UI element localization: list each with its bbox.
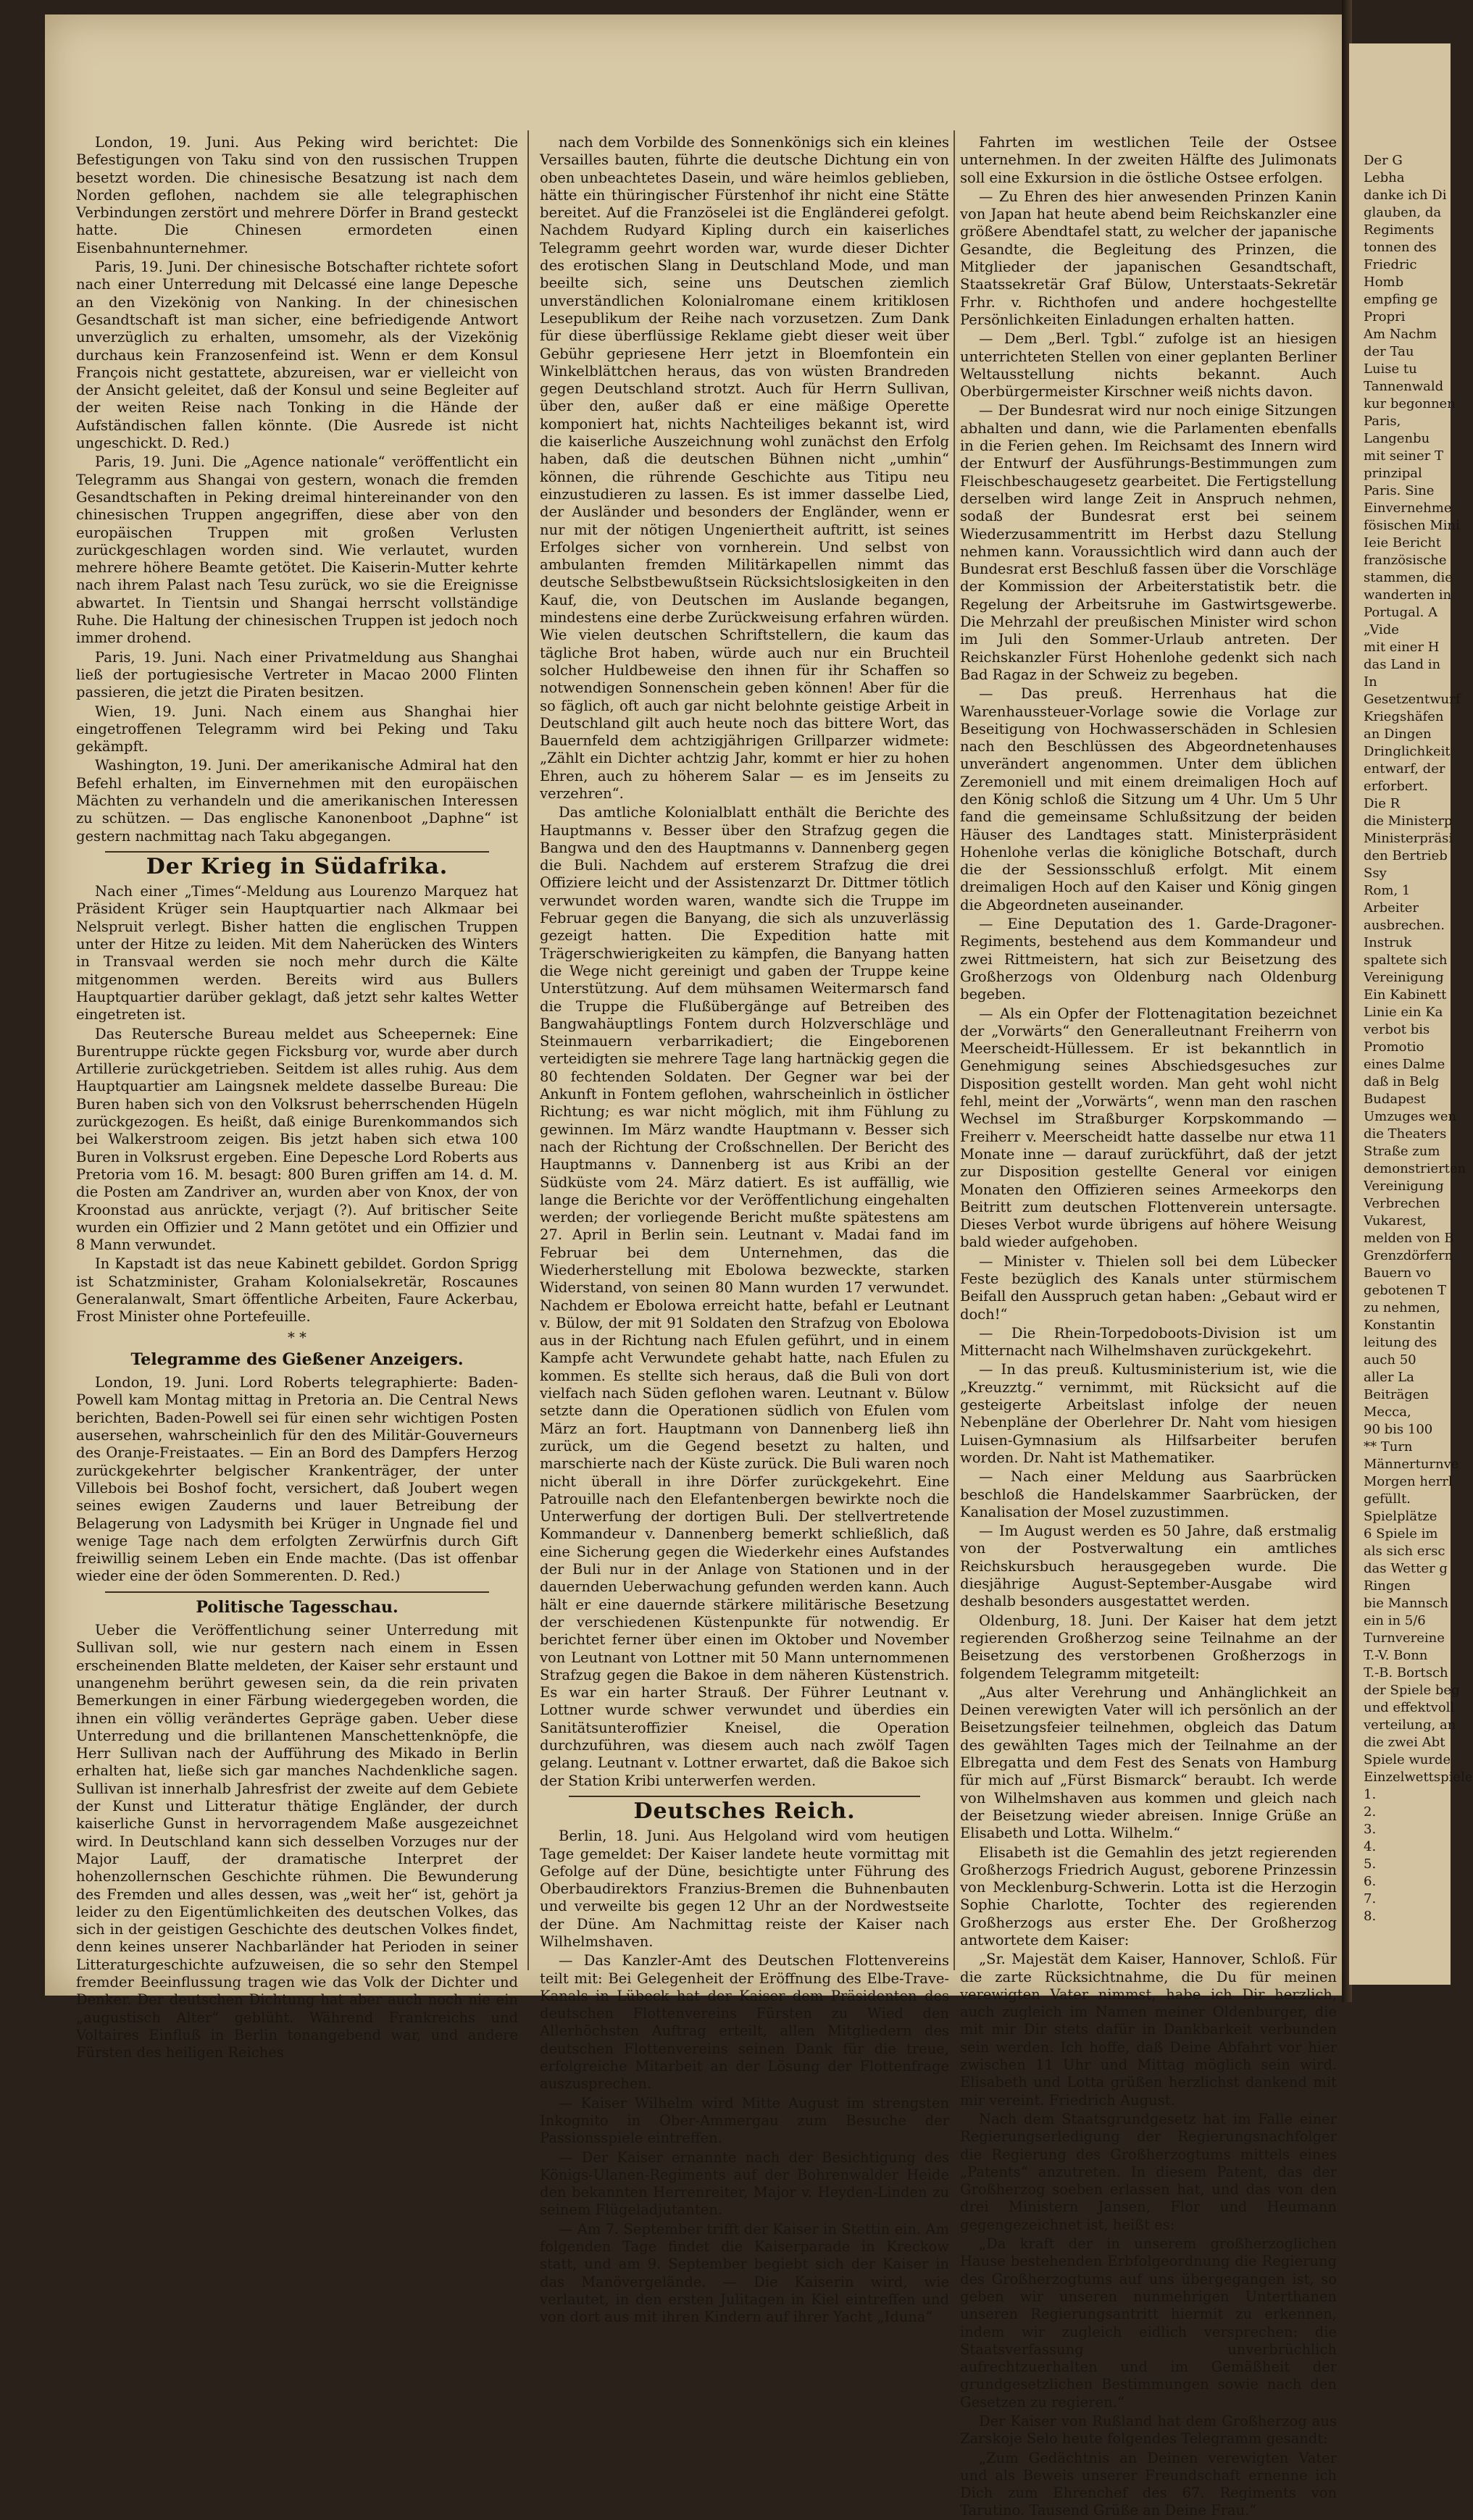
adjacent-page-text-fragment: die Theaters [1364, 1126, 1447, 1142]
adjacent-page-text-fragment: bie Mannsch [1364, 1596, 1448, 1611]
adjacent-page-text-fragment: ein in 5/6 [1364, 1613, 1426, 1628]
adjacent-page-text-fragment: Einzelwettspiele [1364, 1770, 1473, 1785]
article-paragraph: — Dem „Berl. Tgbl.“ zufolge ist an hiesigen unterrichteten Stellen von einer geplanten Berliner Weltausstellung nichts bekannt. Auch Oberbürgermeister Kirschner weiß nichts davon. [960, 330, 1337, 401]
adjacent-page-text-fragment: Straße zum [1364, 1144, 1440, 1159]
article-paragraph: — Der Kaiser ernannte nach der Besichtigung des Königs-Ulanen-Regiments auf der Bohrenwalder Heide den bekannten Herrenreiter, Major v. Heyden-Linden zu seinem Flügeladjutanten. [540, 2148, 949, 2219]
adjacent-page-text-fragment: 1. [1364, 1787, 1377, 1802]
adjacent-page-text-fragment: Budapest [1364, 1092, 1426, 1107]
adjacent-page-text-fragment: Arbeiter [1364, 900, 1419, 916]
adjacent-page-text-fragment: das Land in [1364, 657, 1441, 672]
article-paragraph: Oldenburg, 18. Juni. Der Kaiser hat dem jetzt regierenden Großherzog seine Teilnahme an der Beisetzung des verstorbenen Großherzogs in folgendem Telegramm mitgeteilt: [960, 1612, 1337, 1682]
adjacent-page-text-fragment: 8. [1364, 1909, 1377, 1924]
adjacent-page-text-fragment: Paris. Sine [1364, 483, 1435, 498]
adjacent-page-text-fragment: Umzuges wen [1364, 1109, 1457, 1124]
article-paragraph: Paris, 19. Juni. Die „Agence nationale“ veröffentlicht ein Telegramm aus Shangai von gestern, wonach die fremden Gesandtschaften in Peking dreimal hintereinander von den chinesischen Truppen angegriffen, diese aber von den europäischen Truppen mit großen Verlusten zurückgeschlagen worden sind. Wie verlautet, wurden mehrere höhere Beamte getötet. Die Kaiserin-Mutter kehrte nach ihrem Palast nach Tesu zurück, wo sie die Ereignisse abwartet. In Tientsin und Shangai herrscht vollständige Ruhe. Die Haltung der chinesischen Truppen ist jedoch noch immer drohend. [76, 453, 518, 647]
adjacent-page-text-fragment: und effektvoll [1364, 1700, 1455, 1715]
article-paragraph: — Zu Ehren des hier anwesenden Prinzen Kanin von Japan hat heute abend beim Reichskanzler eine größere Abendtafel statt, zu welcher der japanische Gesandte, die Begleitung des Prinzen, die Mitglieder der japanischen Gesandtschaft, Staatssekretär Graf Bülow, Unterstaats-Sekretär Frhr. v. Richthofen und andere hochgestellte Persönlichkeiten Einladungen erhalten hatten. [960, 188, 1337, 328]
adjacent-page-text-fragment: Vereinigung [1364, 970, 1444, 985]
adjacent-page-text-fragment: eines Dalme [1364, 1057, 1445, 1072]
section-divider [105, 1591, 489, 1593]
adjacent-page-text-fragment: Friedric [1364, 257, 1417, 272]
adjacent-page-text-fragment: Ieie Bericht [1364, 535, 1442, 551]
column-rule-1 [527, 130, 529, 1970]
article-paragraph: — Nach einer Meldung aus Saarbrücken beschloß die Handelskammer Saarbrücken, der Kanalisation der Mosel zuzustimmen. [960, 1468, 1337, 1520]
adjacent-page-text-fragment: Vukarest, [1364, 1213, 1427, 1228]
adjacent-page-text-fragment: Rom, 1 [1364, 883, 1411, 898]
article-paragraph: Ueber die Veröffentlichung seiner Unterredung mit Sullivan soll, wie nur gestern nach einem in Essen erscheinenden Blatte meldeten, der Kaiser sehr erstaunt und unangenehm berührt gewesen sein, da die rein privaten Bemerkungen in einer Färbung wiedergegeben worden, die ihnen ein völlig verändertes Gepräge gaben. Ueber diese Unterredung und die brillantenen Manschettenknöpfe, die Herr Sullivan nach der Aufführung des Mikado in Berlin erhalten hat, ließe sich gar manches Nachdenkliche sagen. Sullivan ist innerhalb Jahresfrist der zweite auf dem Gebiete der Kunst und Litteratur thätige Engländer, der durch kaiserliche Gunst in hervorragendem Maße ausgezeichnet wird. In Deutschland kann sich desselben Vorzuges nur der Major Lauff, der dramatische Interpret der hohenzollernschen Geschichte rühmen. Die Bewunderung des Fremden und alles dessen, was „weit her“ ist, gehört ja leider zu den Eigentümlichkeiten des deutschen Volkes, das sich in der geistigen Geschichte des deutschen Volkes findet, denn keines unserer Nachbarländer hat Perioden in seiner Litteraturgeschichte aufzuweisen, die so sehr den Stempel fremder Beeinflussung tragen wie das Volk der Dichter und Denker. Der deutschen Dichtung hat aber auch noch nie ein „augustisch Alter“ geblüht. Während Frankreichs und Voltaires Einfluß in Berlin tonangebend war, und andere Fürsten des heiligen Reiches [76, 1622, 518, 2061]
adjacent-page-text-fragment: Portugal. A [1364, 605, 1438, 620]
adjacent-page-text-fragment: Paris, [1364, 414, 1401, 429]
adjacent-page-text-fragment: 4. [1364, 1839, 1377, 1854]
adjacent-page-text-fragment: 3. [1364, 1822, 1377, 1837]
adjacent-page-text-fragment: erforbert. [1364, 779, 1429, 794]
adjacent-page-text-fragment: Homb [1364, 275, 1404, 290]
adjacent-page-text-fragment: T.-B. Bortsch [1364, 1665, 1448, 1680]
adjacent-page-text-fragment: Vereinigung [1364, 1179, 1444, 1194]
adjacent-page-text-fragment: tonnen des [1364, 240, 1437, 255]
subsection-heading: Telegramme des Gießener Anzeigers. [130, 1349, 464, 1369]
article-paragraph: „Sr. Majestät dem Kaiser, Hannover, Schloß. Für die zarte Rücksichtnahme, die Du für meinen verewigten Vater nimmst, habe ich Dir herzlich, auch zugleich im Namen meiner Oldenburger, die mit mir Dir stets dafür in Dankbarkeit verbunden sein werden. Ich hoffe, daß Deine Abfahrt vor hier zwischen 11 Uhr und Mittag möglich sein wird. Elisabeth und Lotta grüßen herzlichst dankend mit mir vereint. Friedrich August. [960, 1951, 1337, 2109]
article-paragraph: nach dem Vorbilde des Sonnenkönigs sich ein kleines Versailles bauten, führte die deutsche Dichtung ein von oben unbeachtetes Dasein, und wäre heimlos geblieben, hätte ein thüringischer Fürstenhof ihr nicht eine Stätte bereitet. Auf die Französelei ist die Engländerei gefolgt. Nachdem Rudyard Kipling durch ein kaiserliches Telegramm geehrt worden war, wurde dieser Dichter des erotischen Slang in Deutschland Mode, und man beeilte sich, seine uns Deutschen ziemlich unverständlichen Kolonialromane einem kritiklosen Lesepublikum der Reihe nach vorzusetzen. Zum Dank für diese überflüssige Reklame giebt dieser weit über Gebühr gepriesene Herr jetzt in Bloemfontein ein Winkelblättchen heraus, das von wüsten Brandreden gegen Deutschland strotzt. Auch für Herrn Sullivan, über den, außer daß er eine mäßige Operette komponiert hat, nichts Nachteiliges bekannt ist, wird die kaiserliche Auszeichnung wohl zunächst den Erfolg haben, daß die deutschen Bühnen nicht „umhin“ können, die rührende Geschichte aus Titipu neu einzustudieren zu lassen. Es ist immer dasselbe Lied, der Ausländer und besonders der Engländer, wenn er nur mit der nötigen Ungeniertheit auftritt, ist seines Erfolges sicher von vornherein. Und selbst von ambulanten fremden Militärkapellen nimmt das deutsche Selbstbewußtsein Rücksichtslosigkeiten in den Kauf, die, von Deutschen im Auslande begangen, mindestens eine derbe Zurückweisung erfahren würden. Wie vielen deutschen Schriftstellern, die kaum das tägliche Brot haben, würde auch nur ein Bruchteil solcher Huldbeweise den ihnen für ihr Schaffen so notwendigen Sonnenschein geben können! Aber für die so fäglich, oft auch gar nicht belohnte geistige Arbeit in Deutschland gilt auch heute noch das bittere Wort, das Bauernfeld dem achtzigjährigen Grillparzer widmete: „Zählt ein Dichter achtzig Jahr, kommt er hier zu hohen Ehren, auch zu höherem Salar — es im Jenseits zu verzehren“. [540, 134, 949, 802]
adjacent-page-text-fragment: Gesetzentwurf [1364, 692, 1461, 707]
article-paragraph: Das amtliche Kolonialblatt enthält die Berichte des Hauptmanns v. Besser über den Strafzug gegen die Bangwa und den des Hauptmanns v. Dannenberg gegen die Buli. Nachdem auf ersterem Strafzug die drei Offiziere leicht und der Assistenzarzt Dr. Dittmer tötlich verwundet worden waren, wandte sich die Truppe im Februar gegen die Banyang, die sich als unzuverlässig gezeigt hatten. Die Expedition hatte mit Trägerschwierigkeiten zu kämpfen, die Banyang hatten die Wege nicht gereinigt und gaben der Truppe keine Unterstützung. Auf dem mühsamen Weitermarsch fand die Truppe die Flußübergänge auf Betreiben des Bangwahäuptlings Fontem durch Holzverschläge und Steinmauern verbarrikadiert; die Eingeborenen verteidigten sie mehrere Tage lang hartnäckig gegen die 80 fechtenden Soldaten. Der Gegner war bei der Ankunft in Fontem geflohen, wahrscheinlich in östlicher Richtung; es war nicht möglich, mit ihm Fühlung zu gewinnen. Im März wandte Hauptmann v. Besser sich nach der Richtung der Croßschnellen. Der Bericht des Hauptmanns v. Dannenberg ist aus Kribi an der Südküste vom 24. März datiert. Es ist auffällig, wie lange die Berichte vor der Veröffentlichung eingehalten werden; der vorliegende Bericht mußte spätestens am 27. April in Berlin sein. Leutnant v. Madai fand im Februar bei dem Unternehmen, das die Wiederherstellung mit Ebolowa bezweckte, starken Widerstand, von seinen 80 Mann wurden 17 verwundet. Nachdem er Ebolowa erreicht hatte, befahl er Leutnant v. Bülow, der mit 91 Soldaten den Strafzug von Ebolowa aus in der Richtung nach Efulen geführt, und in einem Kampfe acht Verwundete gehabt hatte, nach Efulen zu kommen. Es stellte sich heraus, daß die Buli von dort vielfach nach Süden geflohen waren. Leutnant v. Bülow setzte dann die Operationen südlich von Efulen vom März an fort. Hauptmann von Dannenberg ließ ihn zurück, um die Gegend besetzt zu halten, und marschierte nach der Küste zurück. Die Buli waren noch nicht überall in ihre Dörfer zurückgekehrt. Eine Patrouille nach den Elefantenbergen bewirkte noch die Unterwerfung der dortigen Buli. Der stellvertretende Kommandeur v. Dannenberg bemerkt schließlich, daß eine Sicherung gegen die Wiederkehr eines Aufstandes der Buli nur in der Anlage von Stationen und in der dauernden Ueberwachung gefunden werden kann. Auch hält er eine dauernde stärkere militärische Besetzung der verschiedenen Küstenpunkte für notwendig. Er berichtet ferner über einen im Oktober und November von Leutnant von Lottner mit 50 Mann unternommenen Strafzug gegen die Bakoe in dem näheren Küstenstrich. Es war ein harter Strauß. Der Führer Leutnant v. Lottner wurde schwer verwundet und überdies ein Sanitätsunteroffizier Kneisel, die Operation durchzuführen, was diesem auch nach zwölf Tagen gelang. Leutnant v. Lottner erwartet, daß die Bakoe sich der Station Kribi unterwerfen werden. [540, 804, 949, 1789]
article-paragraph: Washington, 19. Juni. Der amerikanische Admiral hat den Befehl erhalten, im Einvernehmen mit den europäischen Mächten zu verhandeln und die amerikanischen Interessen zu schützen. — Das englische Kanonenboot „Daphne“ ist gestern nachmittag nach Taku abgegangen. [76, 757, 518, 845]
adjacent-page-text-fragment: der Spiele beg [1364, 1683, 1460, 1698]
adjacent-page-text-fragment: an Dingen [1364, 727, 1432, 742]
adjacent-page-text-fragment: Spiele wurde [1364, 1752, 1451, 1767]
adjacent-page-text-fragment: Instruk [1364, 935, 1412, 950]
adjacent-page-text-fragment: Die R [1364, 796, 1401, 811]
article-paragraph: — Eine Deputation des 1. Garde-Dragoner-Regiments, bestehend aus dem Kommandeur und zwei Rittmeistern, hat sich zur Beisetzung des Großherzogs von Oldenburg nach Oldenburg begeben. [960, 916, 1337, 1003]
adjacent-page-text-fragment: Der G [1364, 153, 1403, 168]
article-paragraph: Paris, 19. Juni. Nach einer Privatmeldung aus Shanghai ließ der portugiesische Vertreter in Macao 2000 Flinten passieren, die jetzt die Piraten besitzen. [76, 648, 518, 701]
adjacent-page-text-fragment: Lebha [1364, 170, 1405, 185]
adjacent-page-text-fragment: Einvernehme [1364, 501, 1452, 516]
adjacent-page-text-fragment: Propri [1364, 309, 1406, 325]
adjacent-page [1349, 43, 1473, 1985]
adjacent-page-text-fragment: verbot bis [1364, 1022, 1430, 1037]
adjacent-page-text-fragment: melden von B [1364, 1231, 1454, 1246]
article-paragraph: London, 19. Juni. Lord Roberts telegraphierte: Baden-Powell kam Montag mittag in Pretoria an. Die Central News berichten, Baden-Powell sei für einen sehr wichtigen Posten ausersehen, wahrscheinlich für den des Militär-Gouverneurs des Oranje-Freistaates. — Ein an Bord des Dampfers Herzog zurückgekehrter belgischer Krankenträger, der unter Villebois bei Boshof focht, versichert, daß Joubert wegen seines ewigen Zauderns und lauer Betreibung der Belagerung von Ladysmith bei Krüger in Ungnade fiel und wenige Tage nach dem erfolgten Zerwürfnis durch Gift freiwillig seinem Leben ein Ende machte. (Das ist offenbar wieder eine der öden Sommerenten. D. Red.) [76, 1374, 518, 1585]
adjacent-page-fragments [1364, 152, 1473, 1925]
adjacent-page-text-fragment: In [1364, 674, 1377, 690]
article-paragraph: Berlin, 18. Juni. Aus Helgoland wird vom heutigen Tage gemeldet: Der Kaiser landete heute vormittag mit Gefolge auf der Düne, besichtigte unter Führung des Oberbaudirektors Franzius-Bremen die Buhnenbauten und verweilte bis gegen 12 Uhr an der Nordwestseite der Düne. Am Nachmittag reiste der Kaiser nach Wilhelmshaven. [540, 1828, 949, 1950]
article-paragraph: — Das Kanzler-Amt des Deutschen Flottenvereins teilt mit: Bei Gelegenheit der Eröffnung des Elbe-Trave-Kanals in Lübeck hat der Kaiser dem Präsidenten des deutschen Flottenvereins Fürsten zu Wied den Allerhöchsten Auftrag erteilt, allen Mitgliedern des deutschen Flottenvereins seinen Dank für die treue, erfolgreiche Mitarbeit an der Lösung der Flottenfrage auszusprechen. [540, 1952, 949, 2093]
adjacent-page-text-fragment: wanderten in [1364, 587, 1452, 603]
adjacent-page-text-fragment: gebotenen T [1364, 1283, 1446, 1298]
section-divider [105, 851, 489, 853]
adjacent-page-text-fragment: mit einer H [1364, 640, 1440, 655]
adjacent-page-text-fragment: danke ich Di [1364, 188, 1447, 203]
adjacent-page-text-fragment: prinzipal [1364, 466, 1422, 481]
adjacent-page-text-fragment: Tannenwald [1364, 379, 1444, 394]
adjacent-page-text-fragment: empfing ge [1364, 292, 1438, 307]
article-paragraph: Elisabeth ist die Gemahlin des jetzt regierenden Großherzogs Friedrich August, geborene Prinzessin von Mecklenburg-Schwerin. Lotta ist die Herzogin Sophie Charlotte, Tochter des regierenden Großherzogs aus erster Ehe. Der Großherzog antwortete dem Kaiser: [960, 1843, 1337, 1948]
adjacent-page-text-fragment: T.-V. Bonn [1364, 1648, 1428, 1663]
adjacent-page-text-fragment: die zwei Abt [1364, 1735, 1445, 1750]
adjacent-page-text-fragment: Mecca, [1364, 1405, 1411, 1420]
adjacent-page-text-fragment: Kriegshäfen [1364, 709, 1444, 724]
article-paragraph: — Die Rhein-Torpedoboots-Division ist um Mitternacht nach Wilhelmshaven zurückgekehrt. [960, 1324, 1337, 1360]
adjacent-page-text-fragment: kur begonnen [1364, 396, 1456, 411]
adjacent-page-text-fragment: glauben, da [1364, 205, 1442, 220]
adjacent-page-text-fragment: mit seiner T [1364, 448, 1444, 464]
article-paragraph: Der Kaiser von Rußland hat dem Großherzog aus Zarskoje Selo heute folgendes Telegramm gesandt: [960, 2413, 1337, 2448]
article-paragraph: London, 19. Juni. Aus Peking wird berichtet: Die Befestigungen von Taku sind von den russischen Truppen besetzt worden. Die chinesische Besatzung ist nach dem Norden geflohen, nachdem sie alle telegraphischen Verbindungen zerstört und mehrere Dörfer in Brand gesteckt hatte. Die Chinesen ermordeten einen Eisenbahnunternehmer. [76, 134, 518, 256]
adjacent-page-text-fragment: zu nehmen, [1364, 1300, 1440, 1315]
adjacent-page-text-fragment: den Bertrieb [1364, 848, 1448, 863]
adjacent-page-text-fragment: Linie ein Ka [1364, 1005, 1443, 1020]
adjacent-page-text-fragment: 7. [1364, 1891, 1377, 1906]
adjacent-page-text-fragment: aller La [1364, 1370, 1414, 1385]
article-paragraph: — Das preuß. Herrenhaus hat die Warenhaussteuer-Vorlage sowie die Vorlage zur Beseitigung von Hochwasserschäden in Schlesien nach den Beschlüssen des Abgeordnetenhauses unverändert angenommen. Unter dem üblichen Zeremoniell und mit einem dreimaligen Hoch auf den König schloß die Sitzung um 4 Uhr. Um 5 Uhr fand die gemeinsame Schlußsitzung der beiden Häuser des Landtages statt. Ministerpräsident Hohenlohe verlas die königliche Botschaft, durch die der Sessionsschluß erfolgt. Mit einem dreimaligen Hoch auf den Kaiser und König gingen die Abgeordneten auseinander. [960, 685, 1337, 913]
article-paragraph: Nach dem Staatsgrundgesetz hat im Falle einer Regierungserledigung der Regierungsnachfolger die Regierung des Großherzogtums mittels eines „Patents“ anzutreten. In diesem Patent, das der Großherzog soeben erlassen hat, und das von den drei Ministern Jansen, Flor und Heumann gegengezeichnet ist, heißt es: [960, 2110, 1337, 2233]
adjacent-page-text-fragment: leitung des [1364, 1335, 1437, 1350]
adjacent-page-text-fragment: Turnvereine [1364, 1631, 1445, 1646]
adjacent-page-text-fragment: Grenzdörfern [1364, 1248, 1453, 1263]
adjacent-page-text-fragment: Luise tu [1364, 361, 1417, 377]
adjacent-page-text-fragment: „Vide [1364, 622, 1399, 637]
adjacent-page-text-fragment: 6 Spiele im [1364, 1526, 1438, 1541]
adjacent-page-text-fragment: Konstantin [1364, 1318, 1435, 1333]
article-paragraph: „Aus alter Verehrung und Anhänglichkeit an Deinen verewigten Vater will ich persönlich an der Beisetzungsfeier teilnehmen, obgleich das Datum des gewählten Tages mich der Teilnahme an der Elbregatta und dem Fest des Senats von Hamburg für mich auf „Fürst Bismarck“ beraubt. Ich werde von Wilhelmshaven aus kommen und gleich nach der Beisetzung wieder abreisen. Innige Grüße an Elisabeth und Lotta. Wilhelm.“ [960, 1683, 1337, 1842]
adjacent-page-text-fragment: entwarf, der [1364, 761, 1445, 776]
article-paragraph: — Am 7. September trifft der Kaiser in Stettin ein. Am folgenden Tage findet die Kaiserparade in Kreckow statt, und am 9. September begiebt sich der Kaiser in das Manövergelände. — Die Kaiserin wird, wie verlautet, in den ersten Julitagen in Kiel eintreffen und von dort aus mit ihren Kindern auf ihrer Yacht „Iduna“ [540, 2220, 949, 2326]
column-2 [540, 134, 949, 2326]
adjacent-page-text-fragment: 6. [1364, 1874, 1377, 1889]
section-heading: Der Krieg in Südafrika. [146, 853, 448, 879]
adjacent-page-text-fragment: Ministerpräsi [1364, 831, 1453, 846]
section-heading: Deutsches Reich. [633, 1798, 856, 1824]
adjacent-page-text-fragment: Promotio [1364, 1039, 1424, 1055]
adjacent-page-text-fragment: 90 bis 100 [1364, 1422, 1433, 1437]
adjacent-page-text-fragment: Beiträgen [1364, 1387, 1429, 1402]
adjacent-page-text-fragment: Morgen herrl [1364, 1474, 1453, 1489]
section-divider [569, 1796, 920, 1797]
adjacent-page-text-fragment: 2. [1364, 1804, 1377, 1820]
article-paragraph: „Da kraft der in unserem großherzoglichen Hause bestehenden Erbfolgeordnung die Regierung des Großherzogtums auf uns übergegangen ist, so geben wir unseren nunmehrigen Unterthanen unseren Regierungsantritt hiermit zu erkennen, indem wir zugleich eidlich versprechen: die Staatsverfassung unverbrüchlich aufrechtzuerhalten und im Gemäßheit der grundgesetzlichen Bestimmungen sowie nach den Gesetzen zu regieren.“ [960, 2235, 1337, 2411]
adjacent-page-text-fragment: spaltete sich [1364, 953, 1448, 968]
article-paragraph: Das Reutersche Bureau meldet aus Scheepernek: Eine Burentruppe rückte gegen Ficksburg vor, wurde aber durch Artillerie zurückgetrieben. Seitdem ist alles ruhig. Aus dem Hauptquartier am Laingsnek meldete dasselbe Bureau: Die Buren haben sich von den Volksrust beherrschenden Hügeln zurückgezogen. Es heißt, daß einige Burenkommandos sich bei Walkerstroom zeigen. Bis jetzt haben sich etwa 100 Buren in Volksrust ergeben. Eine Depesche Lord Roberts aus Pretoria vom 16. M. besagt: 800 Buren griffen am 14. d. M. die Posten am Zandriver an, wurden aber von Knox, der von Kroonstad aus anrückte, verjagt (?). Auf britischer Seite wurden ein Offizier und 2 Mann getötet und ein Offizier und 8 Mann verwundet. [76, 1025, 518, 1254]
article-paragraph: Wien, 19. Juni. Nach einem aus Shanghai hier eingetroffenen Telegramm wird bei Peking und Taku gekämpft. [76, 703, 518, 755]
adjacent-page-text-fragment: daß in Belg [1364, 1074, 1440, 1089]
article-paragraph: — In das preuß. Kultusministerium ist, wie die „Kreuzztg.“ vernimmt, mit Rücksicht auf die gesteigerte Arbeitslast infolge der neuen Nebenpläne der Oberlehrer Dr. Naht vom hiesigen Luisen-Gymnasium als Hilfsarbeiter berufen worden. Dr. Naht ist Mathematiker. [960, 1361, 1337, 1466]
adjacent-page-text-fragment: ** Turn [1364, 1439, 1413, 1454]
adjacent-page-text-fragment: Verbrechen [1364, 1196, 1440, 1211]
adjacent-page-text-fragment: demonstrierten [1364, 1161, 1466, 1176]
article-paragraph: Fahrten im westlichen Teile der Ostsee unternehmen. In der zweiten Hälfte des Julimonats soll eine Exkursion in die östliche Ostsee erfolgen. [960, 134, 1337, 186]
subsection-heading: Politische Tagesschau. [196, 1597, 398, 1617]
adjacent-page-text-fragment: Bauern vo [1364, 1265, 1432, 1281]
adjacent-page-text-fragment: ausbrechen. [1364, 918, 1445, 933]
article-paragraph: In Kapstadt ist das neue Kabinett gebildet. Gordon Sprigg ist Schatzminister, Graham Kolonialsekretär, Roscaunes Generalanwalt, Smart öffentliche Arbeiten, Faure Ackerbau, Frost Minister ohne Portefeuille. [76, 1255, 518, 1326]
adjacent-page-text-fragment: Ssy [1364, 866, 1387, 881]
article-paragraph: — Kaiser Wilhelm wird Mitte August im strengsten Inkognito in Ober-Ammergau zum Besuche der Passionsspiele eintreffen. [540, 2094, 949, 2147]
asterism: * * [288, 1328, 306, 1346]
adjacent-page-text-fragment: Spielplätze [1364, 1509, 1437, 1524]
adjacent-page-text-fragment: Regiments [1364, 222, 1435, 238]
column-3 [960, 134, 1337, 2519]
article-paragraph: — Der Bundesrat wird nur noch einige Sitzungen abhalten und dann, wie die Parlamenten ebenfalls in die Ferien gehen. Im Reichsamt des Innern wird der Entwurf der Ausführungs-Bestimmungen zum Fleischbeschaugesetz gearbeitet. Die Fertigstellung derselben wird lange Zeit in Anspruch nehmen, sodaß der Bundesrat erst bei seinem Wiederzusammentritt im Herbst dazu Stellung nehmen kann. Voraussichtlich wird dann auch der Bundesrat erst Beschluß fassen über die Vorschläge der Kommission der Arbeiterstatistik betr. die Regelung der Arbeitsruhe im Gastwirtsgewerbe. Die Mehrzahl der preußischen Minister wird schon im Juli den Sommer-Urlaub antreten. Der Reichskanzler Fürst Hohenlohe gedenkt sich nach Bad Ragaz in der Schweiz zu begeben. [960, 402, 1337, 683]
adjacent-page-text-fragment: das Wetter g [1364, 1561, 1448, 1576]
adjacent-page-text-fragment: als sich ersc [1364, 1544, 1445, 1559]
article-paragraph: — Minister v. Thielen soll bei dem Lübecker Feste bezüglich des Kanals unter stürmischem Beifall den Ausspruch getan haben: „Gebaut wird er doch!“ [960, 1252, 1337, 1323]
adjacent-page-text-fragment: gefüllt. [1364, 1491, 1411, 1507]
adjacent-page-text-fragment: Dringlichkeit [1364, 744, 1451, 759]
adjacent-page-text-fragment: Ringen [1364, 1578, 1411, 1594]
article-paragraph: Nach einer „Times“-Meldung aus Lourenzo Marquez hat Präsident Krüger sein Hauptquartier nach Alkmaar bei Nelspruit verlegt. Bisher hatten die englischen Truppen unter der Hitze zu leiden. Mit dem Naherücken des Winters in Transvaal werden sie noch mehr durch die Kälte mitgenommen werden. Bereits wird aus Bullers Hauptquartier darüber geklagt, daß jetzt sehr kaltes Wetter eingetreten ist. [76, 883, 518, 1024]
adjacent-page-text-fragment: verteilung, an [1364, 1717, 1456, 1733]
column-1 [76, 134, 518, 2061]
adjacent-page-text-fragment: Männerturnve [1364, 1457, 1459, 1472]
adjacent-page-text-fragment: der Tau [1364, 344, 1414, 359]
article-paragraph: Paris, 19. Juni. Der chinesische Botschafter richtete sofort nach einer Unterredung mit Delcassé eine lange Depesche an den Vizekönig von Nanking. In der chinesischen Gesandtschaft ist man sicher, eine befriedigende Antwort unverzüglich zu erhalten, umsomehr, als der Vizekönig durchaus kein Franzosenfeind ist. Wenn er dem Konsul François nicht gestattete, abzureisen, war er vielleicht von der Ansicht geleitet, daß der Konsul und seine Begleiter auf der weiten Reise nach Tonking in die Hände der Aufständischen fallen könnte. (Die Ausrede ist nicht ungeschickt. D. Red.) [76, 259, 518, 452]
adjacent-page-text-fragment: Ein Kabinett [1364, 987, 1447, 1002]
adjacent-page-text-fragment: Am Nachm [1364, 327, 1437, 342]
article-paragraph: „Zum Gedächtnis an Deinen verewigten Vater und als Beweis unserer Freundschaft ernenne ich Dich zum Ehrenchef des 67. Regiments von Tarutino. Tausend Grüße an Deine Frau.“ [960, 2449, 1337, 2519]
column-rule-2 [954, 130, 955, 1970]
adjacent-page-text-fragment: die Ministerp [1364, 813, 1453, 829]
adjacent-page-text-fragment: auch 50 [1364, 1352, 1416, 1368]
adjacent-page-text-fragment: fösischen Mini [1364, 518, 1460, 533]
adjacent-page-text-fragment: 5. [1364, 1856, 1377, 1872]
article-paragraph: — Im August werden es 50 Jahre, daß erstmalig von der Postverwaltung ein amtliches Reichskursbuch herausgegeben wurde. Die diesjährige August-September-Ausgabe wird deshalb besonders ausgestattet werden. [960, 1523, 1337, 1610]
adjacent-page-text-fragment: stammen, die [1364, 570, 1453, 585]
article-paragraph: — Als ein Opfer der Flottenagitation bezeichnet der „Vorwärts“ den Generalleutnant Freiherrn von Meerscheidt-Hüllessem. Er ist bekanntlich in Genehmigung seines Abschiedsgesuches zur Disposition gestellt worden. Man geht wohl nicht fehl, meint der „Vorwärts“, wenn man den raschen Wechsel im Straßburger Korpskommando — Freiherr v. Meerscheidt hatte dasselbe nur etwa 11 Monate inne — darauf zurückführt, daß der jetzt zur Disposition gestellte General vor einigen Monaten den Offizieren seines Armeekorps den Beitritt zum deutschen Flottenverein untersagte. Dieses Verbot wurde übrigens auf höhere Weisung bald wieder aufgehoben. [960, 1005, 1337, 1251]
adjacent-page-text-fragment: Langenbu [1364, 431, 1430, 446]
adjacent-page-text-fragment: französische [1364, 553, 1447, 568]
